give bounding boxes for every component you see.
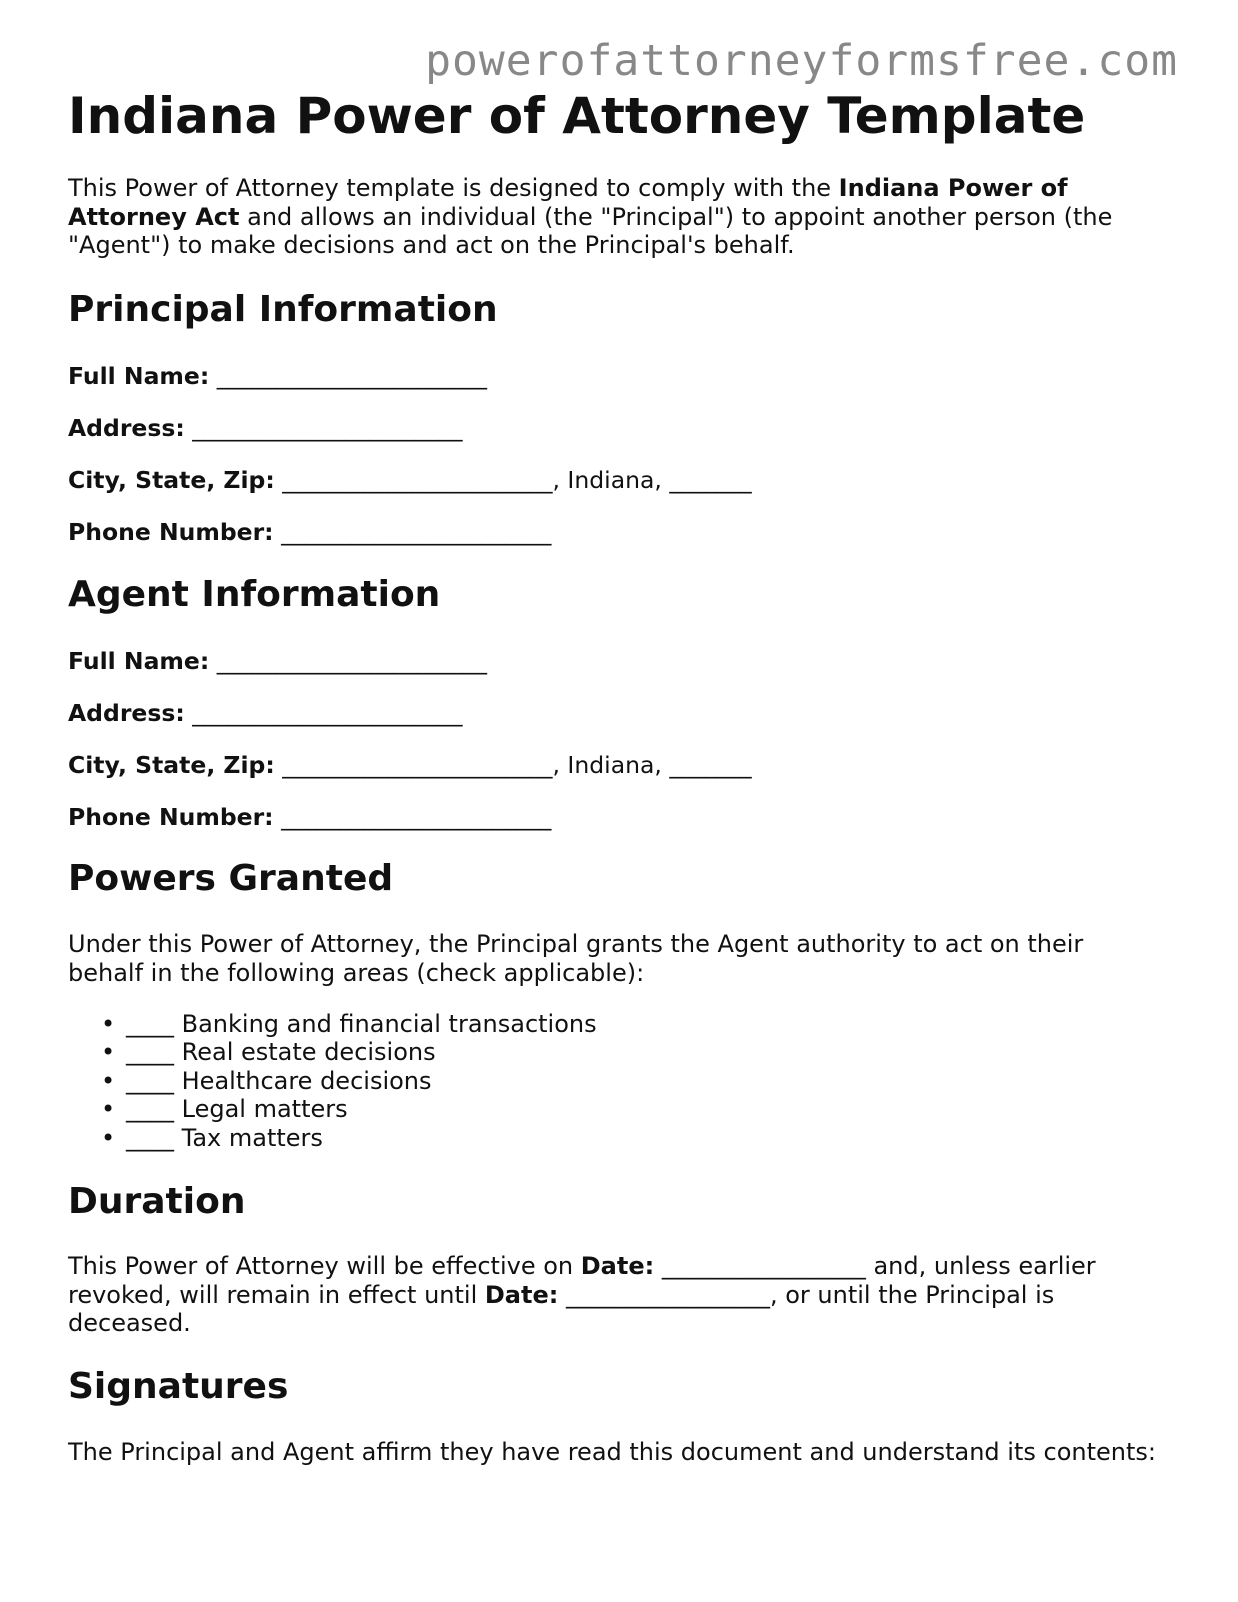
- list-item: [68, 1010, 597, 1038]
- intro-paragraph: [68, 174, 1158, 260]
- duration-paragraph: [68, 1252, 1138, 1338]
- duration-text-3: _________________, or until the Principal is deceased.: [68, 1280, 1055, 1337]
- agent-full-name-field: [68, 647, 487, 675]
- agent-city-field: [68, 751, 752, 779]
- principal-address-line: _______________________: [192, 414, 463, 442]
- agent-full-name-line: _______________________: [216, 647, 487, 675]
- agent-phone-label: Phone Number:: [68, 803, 274, 831]
- duration-heading: Duration: [68, 1181, 246, 1222]
- list-item: [68, 1067, 597, 1095]
- principal-full-name-label: Full Name:: [68, 362, 210, 390]
- principal-address-field: [68, 414, 462, 442]
- principal-phone-line: _______________________: [281, 518, 552, 546]
- principal-phone-field: [68, 518, 551, 546]
- principal-full-name-line: _______________________: [216, 362, 487, 390]
- agent-address-field: [68, 699, 462, 727]
- powers-intro: Under this Power of Attorney, the Principal grants the Agent authority to act on their behalf in the following areas (check applicable):: [68, 930, 1084, 987]
- power-item-label: ____ Tax matters: [126, 1123, 323, 1152]
- list-item: [68, 1124, 597, 1152]
- agent-address-label: Address:: [68, 699, 185, 727]
- bullet: •: [101, 1066, 116, 1095]
- intro-text-2: and allows an individual (the "Principal") to appoint another person (the "Agent") to make decisions and act on the Principal's behalf.: [68, 202, 1113, 259]
- principal-heading: Principal Information: [68, 289, 498, 330]
- list-item: [68, 1095, 597, 1123]
- bullet: •: [101, 1010, 116, 1038]
- duration-text-1: This Power of Attorney will be effective on: [68, 1252, 581, 1280]
- bullet: •: [101, 1123, 116, 1152]
- agent-city-line: _______________________, Indiana, _______: [282, 751, 752, 779]
- intro-text-1: This Power of Attorney template is designed to comply with the: [68, 174, 839, 202]
- agent-phone-field: [68, 803, 551, 831]
- principal-full-name-field: [68, 362, 487, 390]
- duration-date-label-start: Date:: [580, 1252, 655, 1280]
- power-item-label: ____ Legal matters: [126, 1095, 348, 1124]
- principal-city-line: _______________________, Indiana, _______: [282, 466, 752, 494]
- document-title: Indiana Power of Attorney Template: [68, 87, 1086, 145]
- duration-date-label-end: Date:: [484, 1280, 559, 1309]
- signatures-text: The Principal and Agent affirm they have read this document and understand its contents:: [68, 1438, 1156, 1466]
- bullet: •: [101, 1095, 116, 1124]
- agent-address-line: _______________________: [192, 699, 463, 727]
- principal-city-label: City, State, Zip:: [68, 466, 275, 494]
- power-item-label: ____ Real estate decisions: [126, 1038, 436, 1067]
- signatures-heading: Signatures: [68, 1366, 289, 1407]
- agent-heading: Agent Information: [68, 574, 441, 615]
- powers-list: [68, 1010, 597, 1152]
- agent-phone-line: _______________________: [281, 803, 552, 831]
- power-item-label: ____ Healthcare decisions: [126, 1066, 432, 1095]
- principal-phone-label: Phone Number:: [68, 518, 274, 546]
- list-item: [68, 1038, 597, 1066]
- watermark: powerofattorneyformsfree.com: [425, 36, 1178, 86]
- agent-city-label: City, State, Zip:: [68, 751, 275, 779]
- principal-address-label: Address:: [68, 414, 185, 442]
- intro-act-name: Indiana Power of Attorney Act: [68, 174, 1068, 231]
- agent-full-name-label: Full Name:: [68, 647, 210, 675]
- document-page: [68, 0, 1178, 1602]
- principal-city-field: [68, 466, 752, 494]
- powers-heading: Powers Granted: [68, 858, 394, 899]
- bullet: •: [101, 1038, 116, 1067]
- power-item-label: ____ Banking and financial transactions: [126, 1010, 597, 1038]
- duration-text-2: _________________ and, unless earlier revoked, will remain in effect until: [68, 1252, 1096, 1309]
